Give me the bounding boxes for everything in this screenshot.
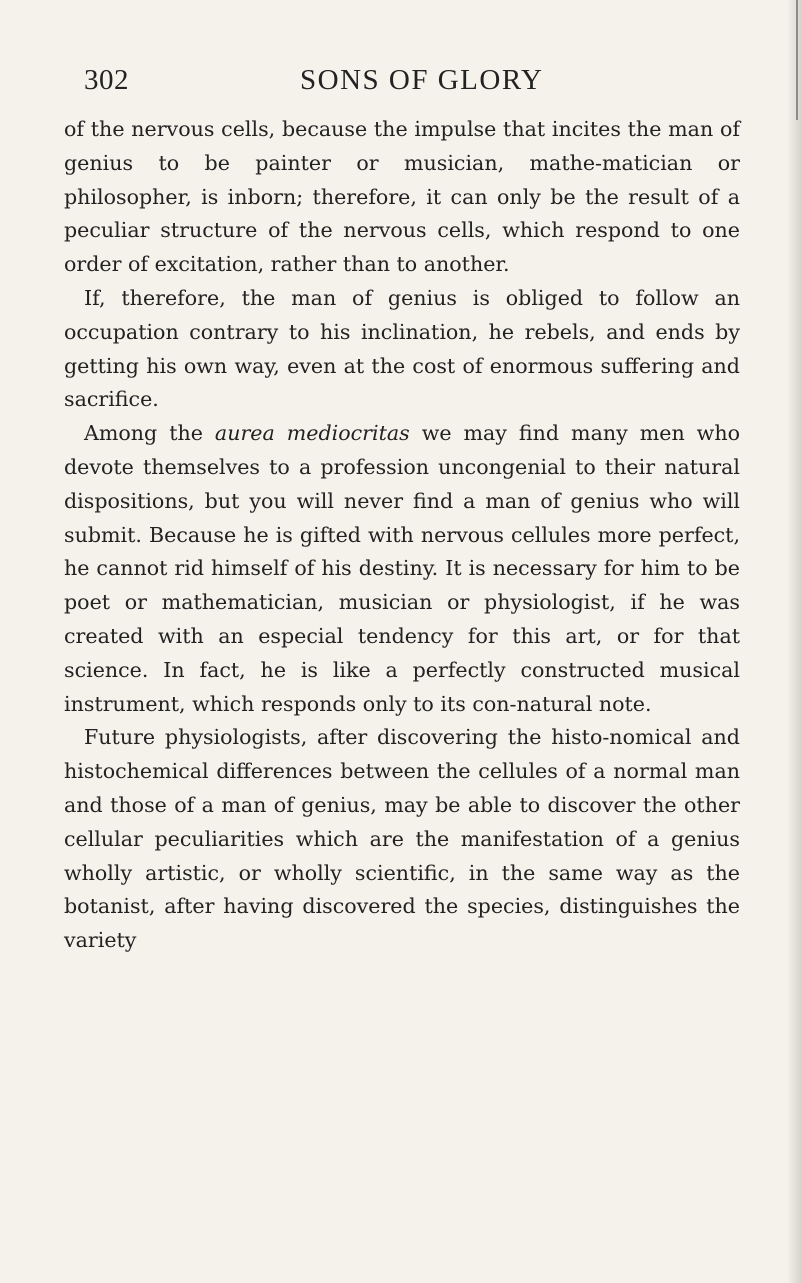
paragraph-text: we may find many men who devote themselves to a profession uncongenial to their natural dispositions, but you will never find a man of genius who will submit. Because he is gifted with nervous cellules more perfect, he cannot rid himself of his destiny. It is necessary for him to be poet or mathematician, musician or physiologist, if he was created with an especial tendency for this art, or for that science. In fact, he is like a perfectly constructed musical instrument, which responds only to its con-natural note. [64, 421, 740, 716]
paragraph-text: Among the [84, 421, 215, 446]
paragraph: If, therefore, the man of genius is obliged to follow an occupation contrary to his inclination, he rebels, and ends by getting his own way, even at the cost of enormous suffering and sacrifice. [64, 285, 740, 412]
page-number: 302 [84, 64, 129, 96]
paragraph-continued: of the nervous cells, because the impulse that incites the man of genius to be painter or musician, mathe-matician or philosopher, is inborn; therefore, it can only be the result of a peculiar structure of the nervous cells, which respond to one order of excitation, rather than to another. [64, 117, 740, 277]
paragraph [64, 417, 740, 721]
running-head [84, 64, 720, 104]
page-edge-line [796, 0, 798, 120]
page-edge-shadow [787, 0, 801, 1283]
italic-phrase: aurea mediocritas [214, 421, 410, 446]
paragraph: Future physiologists, after discovering the histo-nomical and histochemical differences between the cellules of a normal man and those of a man of genius, may be able to discover the other cellular peculiarities which are the manifestation of a genius wholly artistic, or wholly scientific, in the same way as the botanist, after having discovered the species, distinguishes the variety [64, 725, 740, 953]
body-text [64, 113, 740, 958]
running-title: SONS OF GLORY [300, 64, 544, 96]
